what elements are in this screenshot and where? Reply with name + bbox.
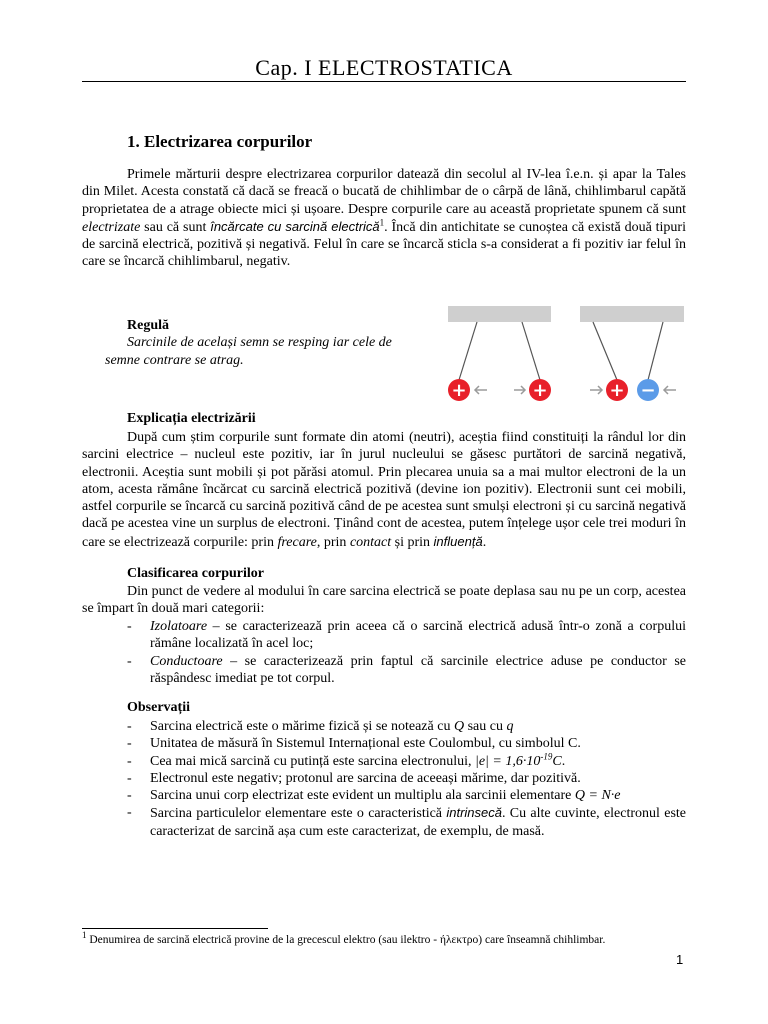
dash: - xyxy=(127,719,132,734)
left-plate xyxy=(448,306,551,322)
repel-arrow-left-icon xyxy=(475,386,487,394)
footnote-rule xyxy=(82,928,268,929)
term-electrizate: electrizate xyxy=(82,219,141,235)
dash: - xyxy=(127,770,132,786)
explanation-text: După cum știm corpurile sunt formate din atomi (neutri), aceștia fiind constituiți la rândul lor din sarcini electrice – nucleul este pozitiv, iar în jurul nucleului se găsesc purtători de sarcină negativă, electronii. Aceștia sunt mobili și pot părăsi atomul. Prin plecarea unuia sa a mai multor electroni de la un atom, acesta rămâne încărcat cu sarcină electrică pozitivă (devine ion pozitiv). Electronii sunt cei mobili, astfel corpurile se încarcă cu sarcină pozitivă când de pe acestea sunt smulși electroni și cu sarcină negativă dacă pe acestea vine un surplus de electroni. Ținând cont de acestea, putem înțelege ușor cele trei moduri în care se electrizează corpurile: prin xyxy=(82,430,686,550)
electron-charge-formula: |e| = 1,6·10 xyxy=(474,753,541,769)
list-item xyxy=(82,735,686,752)
explanation-paragraph xyxy=(82,429,686,551)
string xyxy=(593,322,617,380)
symbol-q: q xyxy=(506,719,514,734)
item-text: Sarcina particulelor elementare este o caracteristică xyxy=(150,806,447,822)
item-text: Electronul este negativ; protonul are sarcina de aceeași mărime, dar pozitivă. xyxy=(150,770,581,786)
list-item xyxy=(82,718,686,735)
list-item xyxy=(82,618,686,653)
page-header: Cap. I ELECTROSTATICA xyxy=(255,55,513,80)
plus-sign: + xyxy=(609,380,625,401)
exponent: -19 xyxy=(540,750,553,761)
footnote-text: Denumirea de sarcină electrică provine de la grecescul elektro (sau ilektro - ήλεκτρο) care înseamnă chihlimbar. xyxy=(86,934,606,946)
period: . xyxy=(561,753,566,769)
term-conductoare: Conductoare xyxy=(150,653,223,669)
rule-text xyxy=(105,334,402,370)
page-number: 1 xyxy=(676,952,684,967)
list-item xyxy=(82,770,686,787)
intro-text-3: . Încă din antichitate se cunoștea că există două tipuri de sarcină electrică, pozitivă și negativă. Felul în care se încarcă sticla s-a considerat a fi pozitiv iar felul în care se încarcă chihlimbarul, negativ. xyxy=(82,219,686,270)
intro-text-1: Primele mărturii despre electrizarea corpurilor datează din secolul al IV-lea î.e.n. și apar la Tales din Milet. Acesta constată că dacă se freacă o bucată de chihlimbar de o cârpă de lână, chihlimbarul capătă proprietatea de a atrage obiecte mici și ușoare. Despre corpurile care au această proprietate spunem că sunt xyxy=(82,167,686,217)
observations-title: Observații xyxy=(127,700,190,715)
string xyxy=(459,322,477,380)
footnote-ref[interactable]: 1 xyxy=(379,217,385,228)
dash: - xyxy=(127,653,132,669)
term-incarcate: încărcate cu sarcină electrică xyxy=(210,218,380,234)
list-item xyxy=(82,787,686,804)
dash: - xyxy=(127,619,132,634)
mode-contact: contact xyxy=(349,534,392,550)
item-text: . Cu alte cuvinte, electronul este caracterizat de sarcină așa cum este caracterizat, de exemplu, de masă. xyxy=(150,806,687,839)
header-rule xyxy=(82,81,686,82)
list-item xyxy=(82,750,686,770)
item-text: – se caracterizează prin faptul că sarcinile electrice aduse pe conductor se răspândesc imediat pe tot corpul. xyxy=(150,653,686,686)
term-izolatoare: Izolatoare xyxy=(150,619,208,634)
dash: - xyxy=(127,805,132,821)
repel-arrow-right-icon xyxy=(514,386,525,394)
attract-arrow-left-icon xyxy=(590,386,602,394)
rule-text-line-2: semne contrare se atrag. xyxy=(105,353,244,368)
attract-arrow-right-icon xyxy=(664,386,676,394)
right-plate xyxy=(580,306,684,322)
item-text: Unitatea de măsură în Sistemul Internațional este Coulombul, cu simbolul C. xyxy=(150,736,581,752)
explanation-title: Explicația electrizării xyxy=(127,411,256,426)
classification-title: Clasificarea corpurilor xyxy=(127,566,264,581)
observations-list xyxy=(82,718,686,840)
item-text: – se caracterizează prin aceea că o sarcină electrică adusă într-o zonă a corpului rămâne localizată în acel loc; xyxy=(150,619,686,652)
separator: , prin xyxy=(316,534,350,550)
rule-text-line-1: Sarcinile de același semn se resping iar cele de xyxy=(127,335,392,350)
list-item xyxy=(82,653,686,688)
plus-sign: + xyxy=(532,380,548,401)
classification-intro-text: Din punct de vedere al modului în care sarcina electrică se poate deplasa sau nu pe un corp, acestea se împart în două mari categorii: xyxy=(82,584,686,617)
charges-figure xyxy=(440,300,686,410)
classification-list xyxy=(82,618,686,687)
list-item xyxy=(82,804,686,840)
string xyxy=(648,322,663,380)
symbol-Q: Q xyxy=(453,719,465,734)
item-text: Cea mai mică sarcină cu putință este sarcina electronului, xyxy=(150,753,475,769)
dash: - xyxy=(127,736,132,752)
dash: - xyxy=(127,788,132,804)
separator: și prin xyxy=(391,534,434,550)
rule-title: Regulă xyxy=(127,318,169,333)
unit-coulomb: C xyxy=(552,753,562,769)
footnote xyxy=(82,930,702,946)
classification-intro xyxy=(82,583,686,618)
mode-frecare: frecare xyxy=(277,534,317,550)
dash: - xyxy=(127,753,132,769)
item-text: Sarcina unui corp electrizat este evident un multiplu ala sarcinii elementare xyxy=(150,788,575,804)
minus-sign: − xyxy=(640,380,656,401)
term-intrinseca: intrinsecă xyxy=(446,805,502,821)
charge-quantization-formula: Q = N·e xyxy=(574,788,621,804)
intro-text-2: sau că sunt xyxy=(140,219,211,235)
string xyxy=(522,322,540,380)
plus-sign: + xyxy=(451,380,467,401)
period: . xyxy=(482,534,487,550)
item-text: Sarcina electrică este o mărime fizică și se notează cu xyxy=(150,719,454,734)
intro-paragraph xyxy=(82,166,686,271)
section-title: 1. Electrizarea corpurilor xyxy=(127,132,313,151)
footnote-mark: 1 xyxy=(82,930,87,941)
mode-influenta: influență xyxy=(433,533,483,549)
item-text: sau cu xyxy=(464,719,507,734)
